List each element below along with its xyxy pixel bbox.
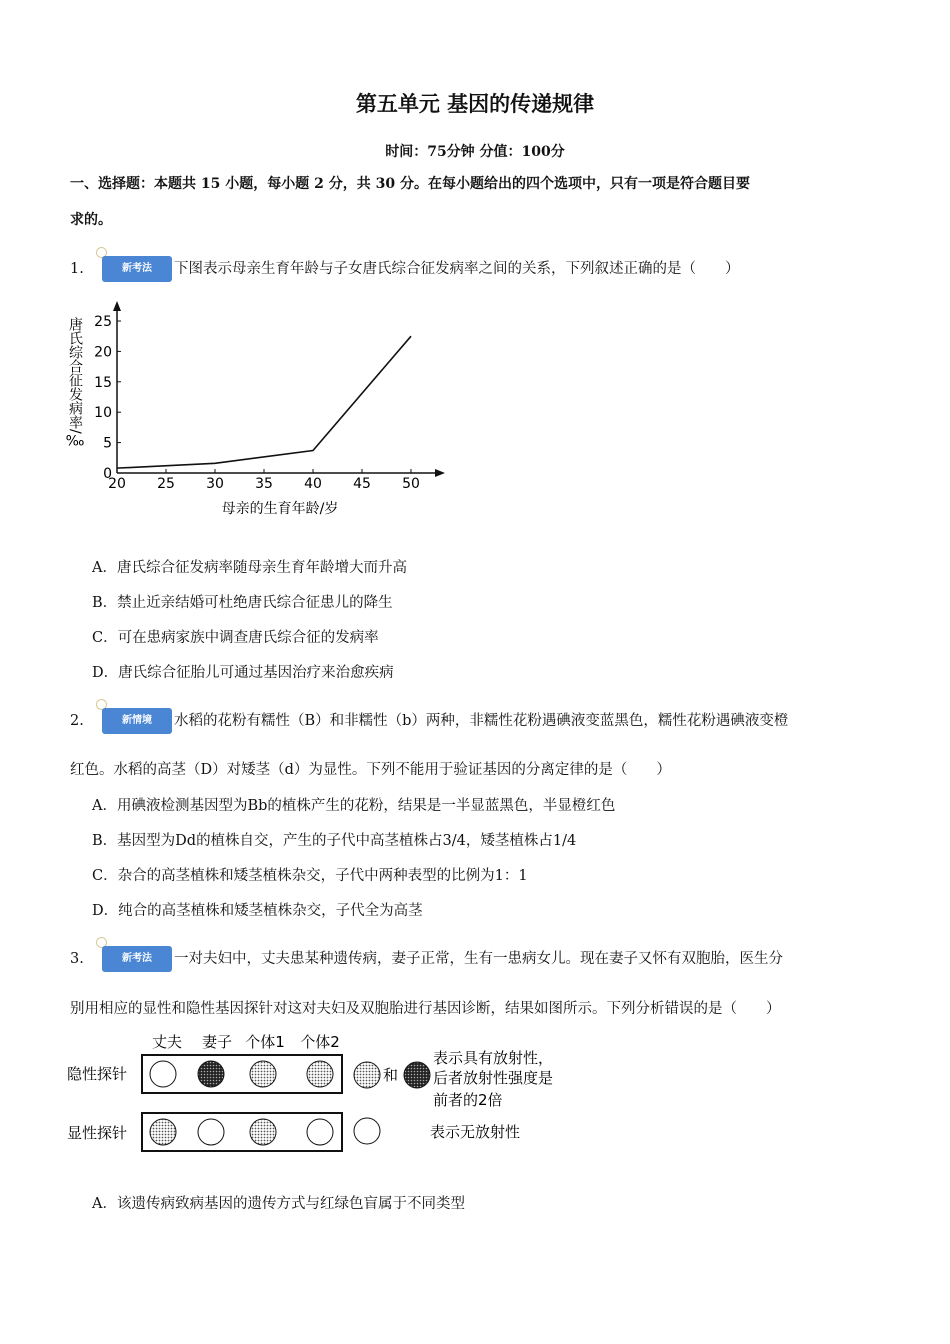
q2-option-b: B．基因型为Dd的植株自交，产生的子代中高茎植株占3/4，矮茎植株占1/4 [92,833,577,849]
chart-x-label: 母亲的生育年龄/岁 [221,501,339,517]
legend-radioactive-line-2: 后者放射性强度是 [433,1069,554,1087]
dominant-probe-circle-2 [198,1119,224,1145]
legend-dark-circle [404,1062,430,1088]
x-tick-label: 50 [402,476,420,492]
q2-option-d: D．纯合的高茎植株和矮茎植株杂交，子代全为高茎 [92,903,423,919]
question-number: 2. [70,713,84,729]
q3-option-a: A．该遗传病致病基因的遗传方式与红绿色盲属于不同类型 [92,1196,465,1212]
question-stem: 水稻的花粉有糯性（B）和非糯性（b）两种，非糯性花粉遇碘液变蓝黑色，糯性花粉遇碘液变橙 [174,713,789,729]
legend-radioactive-line-1: 表示具有放射性， [433,1049,554,1067]
dominant-probe-circle-4 [307,1119,333,1145]
incidence-line [117,336,411,468]
new-exam-tag: 新考法 [102,946,172,972]
recessive-probe-circle-3 [250,1061,276,1087]
chart-ticks [94,314,420,492]
y-tick-label: 25 [94,314,112,330]
q2-option-a: A．用碘液检测基因型为Bb的植株产生的花粉，结果是一半显蓝黑色，半显橙红色 [92,798,616,814]
x-tick-label: 25 [157,476,175,492]
x-axis-arrow [435,469,445,477]
x-tick-label: 45 [353,476,371,492]
chart-axes [113,301,445,477]
question-3-continued: 别用相应的显性和隐性基因探针对这对夫妇及双胞胎进行基因诊断，结果如图所示。下列分析错误的是（ ） [70,1001,781,1017]
legend-radioactive-line-3: 前者的2倍 [433,1091,503,1109]
recessive-probe-circle-1 [150,1061,176,1087]
page-title: 第五单元 基因的传递规律 [355,92,595,116]
y-tick-label: 20 [94,344,112,361]
q3-probe-diagram [65,1025,585,1160]
question-number: 3. [70,951,84,967]
new-context-tag: 新情境 [102,708,172,734]
row-label-dominant: 显性探针 [67,1124,128,1142]
question-number: 1. [70,261,84,277]
legend-no-radioactivity: 表示无放射性 [430,1123,521,1141]
legend-light-circle [354,1062,380,1088]
q1-option-b: B．禁止近亲结婚可杜绝唐氏综合征患儿的降生 [92,595,393,611]
section-line-1: 一、选择题：本题共 15 小题，每小题 2 分，共 30 分。在每小题给出的四个选项中，只有一项是符合题目要 [70,176,750,192]
chart-y-label: 唐氏综合征发病率/‰ [67,317,83,450]
question-3 [70,946,783,972]
x-tick-label: 35 [255,476,273,492]
chart-series [117,336,411,468]
recessive-probe-circle-2 [198,1061,224,1087]
question-stem: 下图表示母亲生育年龄与子女唐氏综合征发病率之间的关系，下列叙述正确的是（ ） [174,261,740,277]
question-stem: 一对夫妇中，丈夫患某种遗传病，妻子正常，生有一患病女儿。现在妻子又怀有双胞胎，医生分 [174,951,783,967]
dominant-probe-circle-3 [250,1119,276,1145]
column-label-husband: 丈夫 [151,1033,183,1051]
y-tick-label: 0 [103,466,112,482]
q1-option-a: A．唐氏综合征发病率随母亲生育年龄增大而升高 [92,560,407,576]
q1-option-c: C．可在患病家族中调查唐氏综合征的发病率 [92,630,379,646]
question-2-continued: 红色。水稻的高茎（D）对矮茎（d）为显性。下列不能用于验证基因的分离定律的是（ ） [70,762,671,778]
x-tick-label: 30 [206,476,224,492]
column-label-individual-2: 个体2 [300,1033,340,1051]
x-tick-label: 20 [108,476,126,492]
column-label-wife: 妻子 [201,1033,233,1051]
legend-empty-circle [354,1118,380,1144]
legend-and: 和 [383,1066,399,1084]
section-line-2: 求的。 [70,212,112,228]
new-exam-tag: 新考法 [102,256,172,282]
dominant-probe-circle-1 [150,1119,176,1145]
question-1 [70,256,740,282]
question-2 [70,708,788,734]
column-label-individual-1: 个体1 [245,1033,285,1051]
q1-option-d: D．唐氏综合征胎儿可通过基因治疗来治愈疾病 [92,665,394,681]
probe-circles [150,1061,333,1145]
q2-option-c: C．杂合的高茎植株和矮茎植株杂交，子代中两种表型的比例为1：1 [92,868,528,884]
section-heading [70,166,885,238]
q1-line-chart [65,295,465,525]
y-axis-arrow [113,301,121,311]
y-tick-label: 5 [103,435,112,452]
y-tick-label: 10 [94,405,112,422]
x-tick-label: 40 [304,476,322,492]
recessive-probe-circle-4 [307,1061,333,1087]
y-tick-label: 15 [94,374,112,391]
exam-meta: 时间：75分钟 分值：100分 [385,144,565,160]
row-label-recessive: 隐性探针 [67,1065,128,1083]
